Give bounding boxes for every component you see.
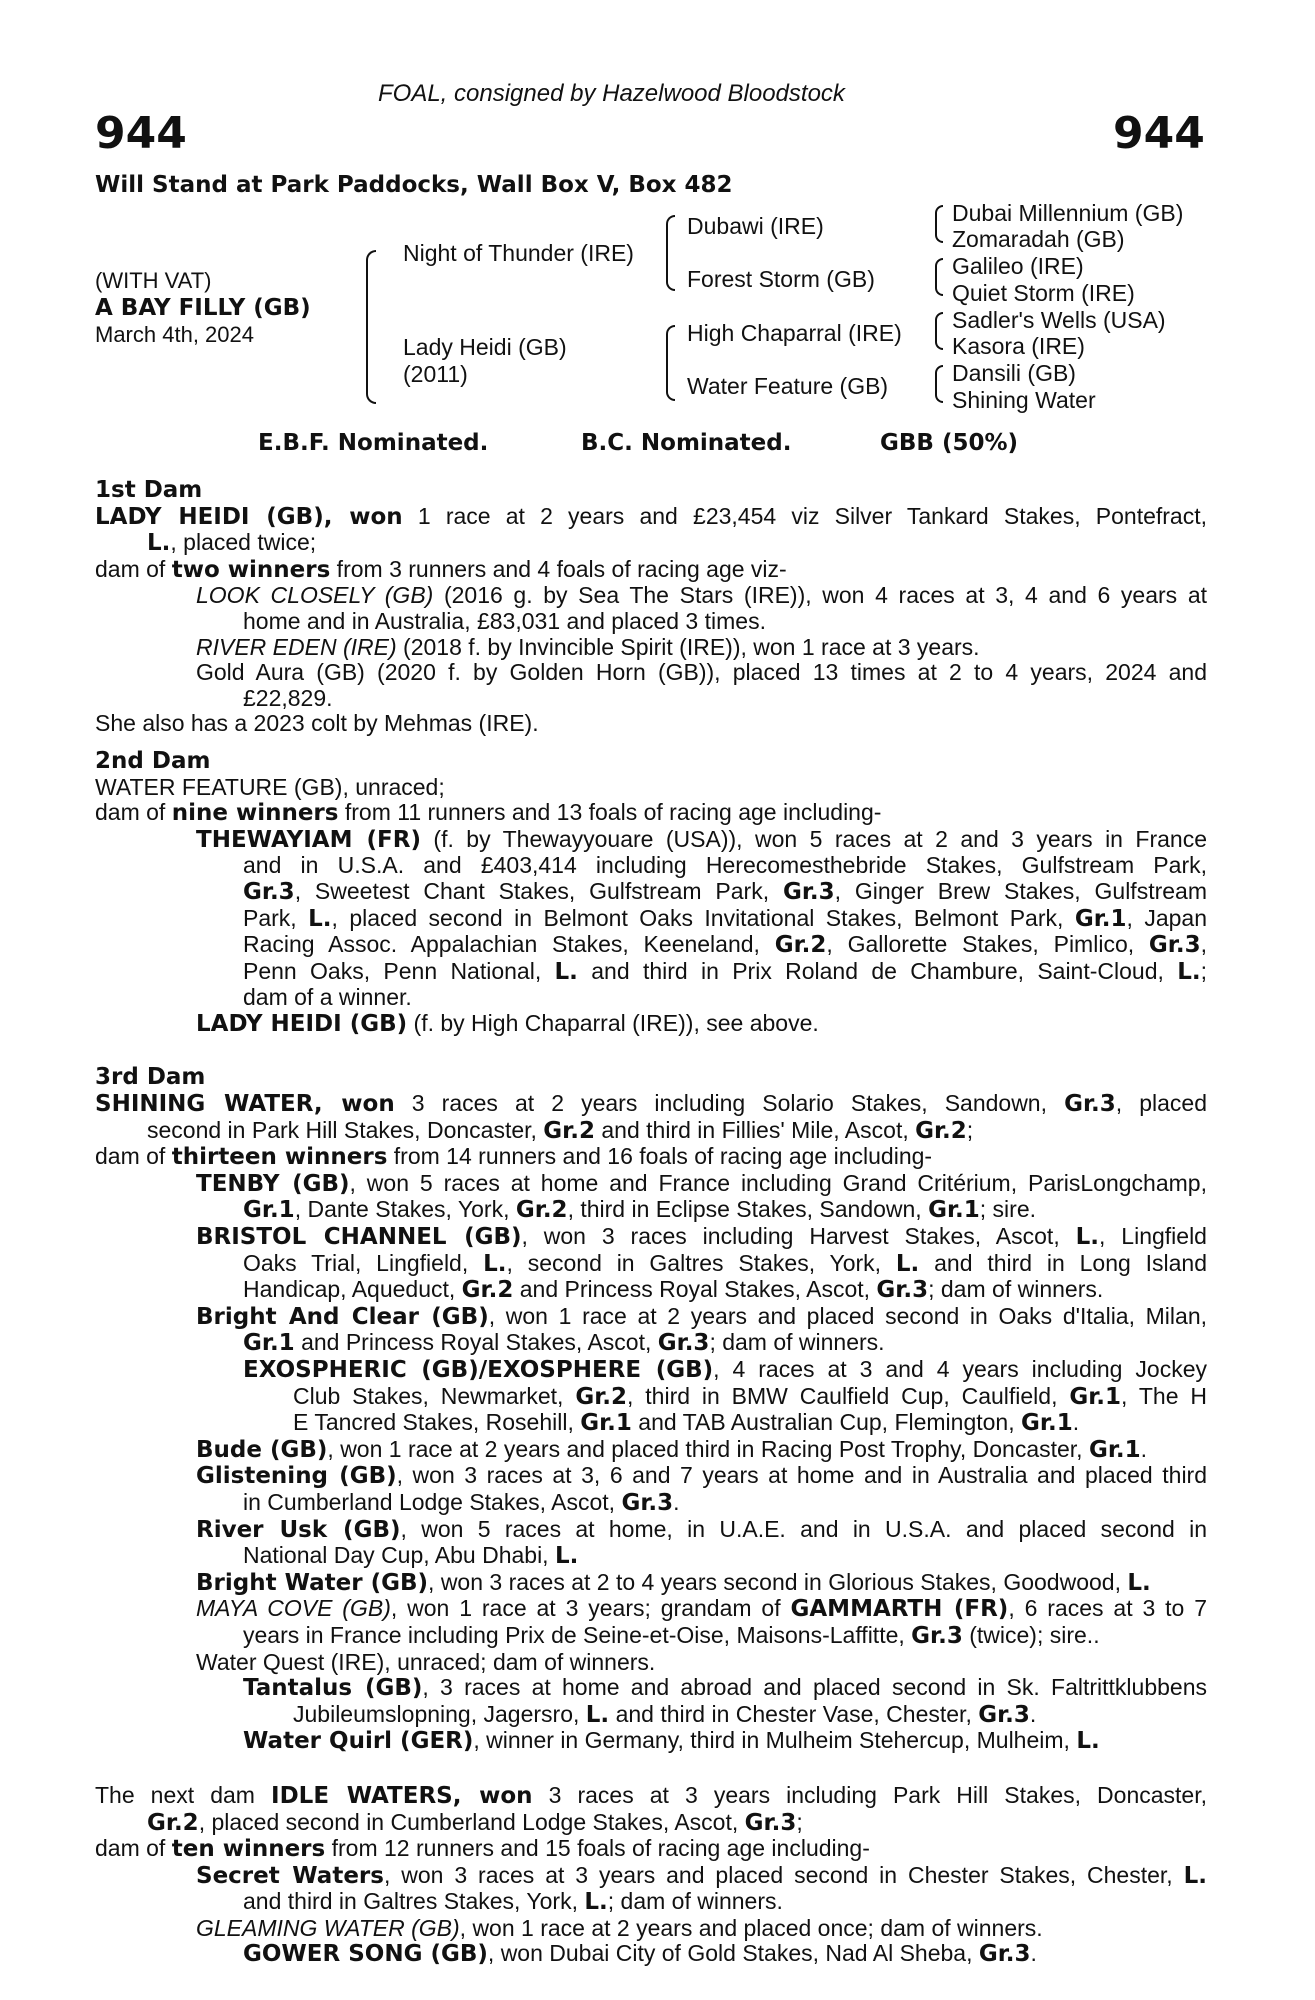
dam3-line: second in Park Hill Stakes, Doncaster, Gr.2 and third in Fillies' Mile, Ascot, Gr.2; (147, 1116, 974, 1144)
dam1-line: RIVER EDEN (IRE) (2018 f. by Invincible Spirit (IRE)), won 1 race at 3 years. (196, 633, 980, 660)
dam2-line: Park, L., placed second in Belmont Oaks Invitational Stakes, Belmont Park, Gr.1, Japan (243, 904, 1207, 932)
lot-number-left: 944 (95, 108, 187, 159)
pedigree-brace-1 (935, 205, 943, 243)
dam1-line: home and in Australia, £83,031 and placed 3 times. (243, 607, 766, 634)
section-heading-3rd-dam: 3rd Dam (95, 1064, 206, 1091)
dam1-line: She also has a 2023 colt by Mehmas (IRE). (95, 710, 539, 737)
dam3-line: Gr.1 and Princess Royal Stakes, Ascot, Gr.3; dam of winners. (243, 1329, 885, 1357)
next-dam-line: GLEAMING WATER (GB), won 1 race at 2 years and placed once; dam of winners. (196, 1914, 1043, 1941)
dam3-line: National Day Cup, Abu Dhabi, L. (243, 1542, 579, 1570)
next-dam-line: Secret Waters, won 3 races at 3 years and placed second in Chester Stakes, Chester, L. (196, 1861, 1207, 1889)
pedigree-gen3-2: Zomaradah (GB) (952, 226, 1125, 252)
pedigree-brace-3 (935, 312, 943, 350)
dam3-line: River Usk (GB), won 5 races at home, in U.A.E. and in U.S.A. and placed second in (196, 1515, 1207, 1543)
dam3-line: years in France including Prix de Seine-et-Oise, Maisons-Laffitte, Gr.3 (twice); sire.. (243, 1621, 1100, 1649)
dam1-line: dam of two winners from 3 runners and 4 foals of racing age viz- (95, 555, 787, 583)
dam3-line: Glistening (GB), won 3 races at 3, 6 and 7 years at home and in Australia and placed third (196, 1462, 1208, 1490)
dam2-line: dam of nine winners from 11 runners and 13 foals of racing age including- (95, 799, 882, 827)
dam2-line: WATER FEATURE (GB), unraced; (95, 773, 445, 800)
horse-dob: March 4th, 2024 (95, 322, 254, 347)
pedigree-dam-dam: Water Feature (GB) (687, 373, 889, 399)
pedigree-sire-dam: Forest Storm (GB) (687, 266, 875, 292)
lot-number-right: 944 (1113, 108, 1205, 159)
dam1-line: LADY HEIDI (GB), won 1 race at 2 years and £23,454 viz Silver Tankard Stakes, Pontefract, (95, 502, 1208, 530)
dam3-line: Water Quirl (GER), winner in Germany, third in Mulheim Stehercup, Mulheim, L. (243, 1727, 1100, 1755)
section-heading-2nd-dam: 2nd Dam (95, 747, 211, 774)
dam3-line: dam of thirteen winners from 14 runners and 16 foals of racing age including- (95, 1143, 933, 1171)
dam3-line: Club Stakes, Newmarket, Gr.2, third in BMW Caulfield Cup, Caulfield, Gr.1, The H (293, 1382, 1207, 1410)
dam1-line: £22,829. (243, 684, 333, 711)
dam3-line: in Cumberland Lodge Stakes, Ascot, Gr.3. (243, 1488, 680, 1516)
dam3-line: Bright And Clear (GB), won 1 race at 2 years and placed second in Oaks d'Italia, Milan, (196, 1302, 1207, 1330)
dam2-line: Gr.3, Sweetest Chant Stakes, Gulfstream Park, Gr.3, Ginger Brew Stakes, Gulfstream (243, 877, 1207, 905)
dam3-line: Gr.1, Dante Stakes, York, Gr.2, third in Eclipse Stakes, Sandown, Gr.1; sire. (243, 1196, 1037, 1224)
dam3-line: Tantalus (GB), 3 races at home and abroad and placed second in Sk. Faltrittklubbens (243, 1674, 1207, 1702)
pedigree-gen3-1: Dubai Millennium (GB) (952, 200, 1184, 226)
dam3-line: Oaks Trial, Lingfield, L., second in Galtres Stakes, York, L. and third in Long Island (243, 1249, 1208, 1277)
pedigree-gen3-8: Shining Water (952, 387, 1096, 413)
pedigree-dam: Lady Heidi (GB) (403, 334, 567, 360)
dam2-line: Penn Oaks, Penn National, L. and third in Prix Roland de Chambure, Saint-Cloud, L.; (243, 957, 1207, 985)
consignment-line: FOAL, consigned by Hazelwood Bloodstock (378, 80, 845, 107)
ebf-nomination: E.B.F. Nominated. (258, 430, 489, 456)
dam3-line: TENBY (GB), won 5 races at home and France including Grand Critérium, ParisLongchamp, (196, 1169, 1207, 1197)
pedigree-gen3-3: Galileo (IRE) (952, 253, 1084, 279)
pedigree-gen3-6: Kasora (IRE) (952, 333, 1085, 359)
dam2-line: THEWAYIAM (FR) (f. by Thewayyouare (USA)), won 5 races at 2 and 3 years in France (196, 825, 1207, 853)
dam3-line: EXOSPHERIC (GB)/EXOSPHERE (GB), 4 races at 3 and 4 years including Jockey (243, 1356, 1208, 1383)
horse-name: A BAY FILLY (GB) (95, 295, 311, 321)
dam2-line: Racing Assoc. Appalachian Stakes, Keeneland, Gr.2, Gallorette Stakes, Pimlico, Gr.3, (243, 931, 1207, 959)
vat-note: (WITH VAT) (95, 268, 212, 293)
gbb-note: GBB (50%) (880, 430, 1019, 456)
pedigree-sire-sire: Dubawi (IRE) (687, 213, 824, 239)
dam3-line: Handicap, Aqueduct, Gr.2 and Princess Royal Stakes, Ascot, Gr.3; dam of winners. (243, 1276, 1104, 1304)
pedigree-brace-2 (935, 258, 943, 296)
next-dam-line: The next dam IDLE WATERS, won 3 races at 3 years including Park Hill Stakes, Doncaster, (95, 1781, 1207, 1809)
pedigree-gen3-4: Quiet Storm (IRE) (952, 280, 1135, 306)
pedigree-sire: Night of Thunder (IRE) (403, 240, 634, 266)
next-dam-line: and third in Galtres Stakes, York, L.; dam of winners. (243, 1888, 783, 1916)
dam3-line: Jubileumslopning, Jagersro, L. and third in Chester Vase, Chester, Gr.3. (293, 1700, 1037, 1728)
dam1-line: LOOK CLOSELY (GB) (2016 g. by Sea The Stars (IRE)), won 4 races at 3, 4 and 6 years at (196, 582, 1207, 609)
pedigree-brace-4 (935, 365, 943, 403)
dam3-line: MAYA COVE (GB), won 1 race at 3 years; grandam of GAMMARTH (FR), 6 races at 3 to 7 (196, 1595, 1207, 1623)
dam1-line: L., placed twice; (147, 529, 317, 557)
dam1-line: Gold Aura (GB) (2020 f. by Golden Horn (GB)), placed 13 times at 2 to 4 years, 2024 and (196, 659, 1207, 686)
dam2-line: dam of a winner. (243, 984, 412, 1011)
dam3-line: BRISTOL CHANNEL (GB), won 3 races including Harvest Stakes, Ascot, L., Lingfield (196, 1223, 1207, 1251)
pedigree-dam-sire: High Chaparral (IRE) (687, 320, 902, 346)
dam3-line: E Tancred Stakes, Rosehill, Gr.1 and TAB Australian Cup, Flemington, Gr.1. (293, 1409, 1080, 1437)
pedigree-brace-sire (666, 215, 675, 291)
stand-location: Will Stand at Park Paddocks, Wall Box V, Box 482 (95, 172, 733, 198)
next-dam-line: dam of ten winners from 12 runners and 15 foals of racing age including- (95, 1835, 870, 1863)
next-dam-line: Gr.2, placed second in Cumberland Lodge Stakes, Ascot, Gr.3; (147, 1808, 803, 1836)
section-heading-1st-dam: 1st Dam (95, 477, 203, 503)
next-dam-line: GOWER SONG (GB), won Dubai City of Gold Stakes, Nad Al Sheba, Gr.3. (243, 1940, 1037, 1968)
dam3-line: Bude (GB), won 1 race at 2 years and placed third in Racing Post Trophy, Doncaster, Gr.1. (196, 1435, 1148, 1463)
dam3-line: Bright Water (GB), won 3 races at 2 to 4 years second in Glorious Stakes, Goodwood, L. (196, 1568, 1151, 1596)
dam3-line: SHINING WATER, won 3 races at 2 years including Solario Stakes, Sandown, Gr.3, placed (95, 1090, 1207, 1118)
dam2-line: LADY HEIDI (GB) (f. by High Chaparral (IRE)), see above. (196, 1009, 819, 1037)
catalogue-body (95, 478, 1207, 1968)
dam2-line: and in U.S.A. and £403,414 including Herecomesthebride Stakes, Gulfstream Park, (243, 852, 1207, 879)
bc-nomination: B.C. Nominated. (581, 430, 792, 456)
pedigree-brace-dam (666, 325, 675, 401)
pedigree-gen3-7: Dansili (GB) (952, 360, 1076, 386)
pedigree-dam-year: (2011) (403, 361, 468, 387)
dam3-line: Water Quest (IRE), unraced; dam of winners. (196, 1648, 656, 1675)
pedigree-brace-main (366, 250, 376, 404)
pedigree-gen3-5: Sadler's Wells (USA) (952, 307, 1166, 333)
